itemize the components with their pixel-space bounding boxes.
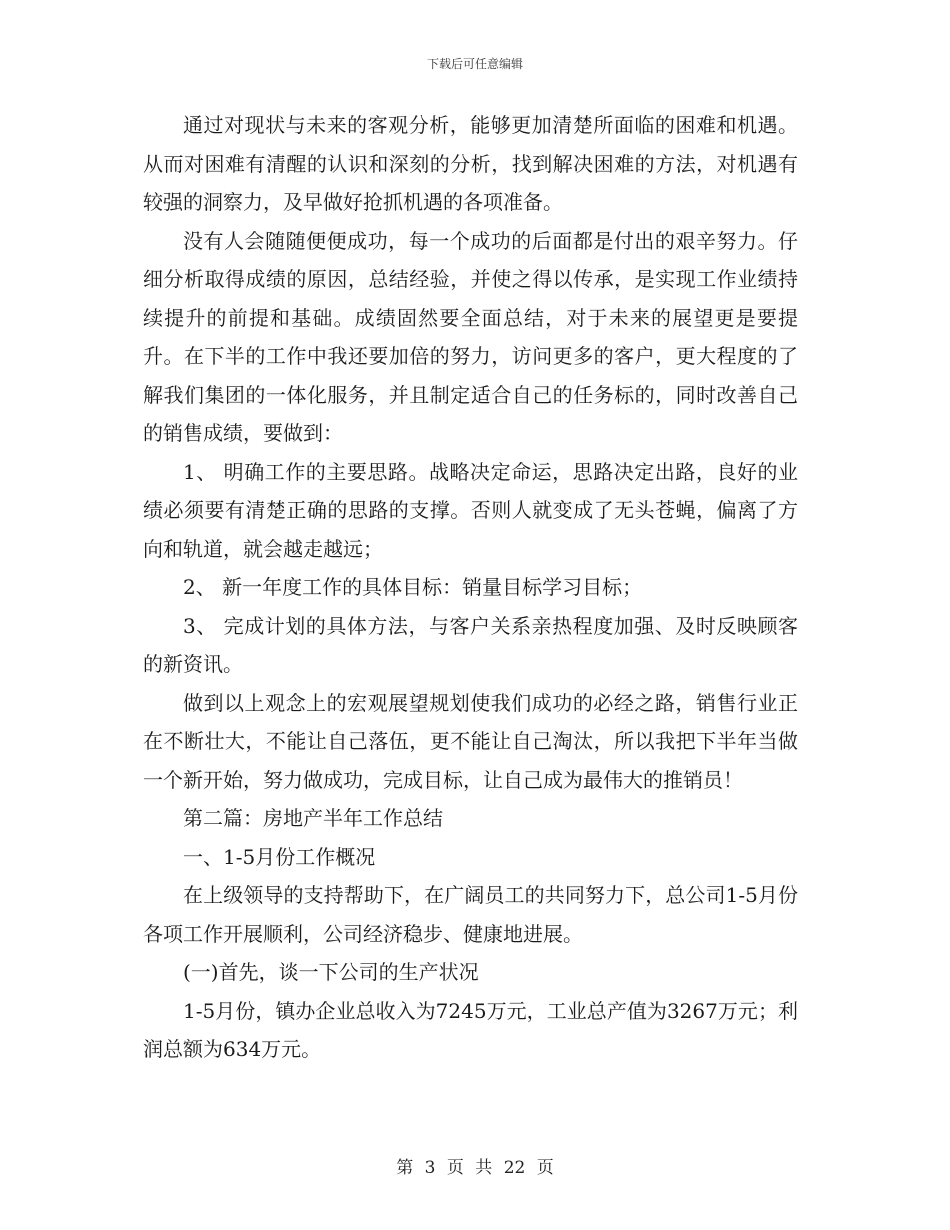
list-item-3: 3、 完成计划的具体方法，与客户关系亲热程度加强、及时反映顾客的新资讯。 bbox=[143, 613, 798, 676]
subsection-title: (一)首先，谈一下公司的生产状况 bbox=[183, 960, 479, 984]
paragraph-overview: 在上级领导的支持帮助下，在广阔员工的共同努力下，总公司1-5月份各项工作开展顺利，公司经济稳步、健康地进展。 bbox=[143, 883, 798, 946]
document-body bbox=[143, 106, 798, 1069]
section-title: 第二篇：房地产半年工作总结 bbox=[183, 806, 443, 830]
page-number: 第 3 页 共 22 页 bbox=[396, 1158, 554, 1178]
paragraph-conclusion: 做到以上观念上的宏观展望规划使我们成功的必经之路，销售行业正在不断壮大，不能让自己落伍，更不能让自己淘汰，所以我把下半年当做一个新开始，努力做成功，完成目标，让自己成为最伟大的推销员！ bbox=[143, 690, 798, 792]
page-header: 下载后可任意编辑 bbox=[426, 57, 523, 71]
list-item-2: 2、 新一年度工作的具体目标：销量目标学习目标； bbox=[183, 575, 643, 599]
paragraph-analysis: 通过对现状与未来的客观分析，能够更加清楚所面临的困难和机遇。从而对困难有清醒的认识和深刻的分析，找到解决困难的方法，对机遇有较强的洞察力，及早做好抢抓机遇的各项准备。 bbox=[143, 113, 798, 214]
paragraph-success: 没有人会随随便便成功，每一个成功的后面都是付出的艰辛努力。仔细分析取得成绩的原因，总结经验，并使之得以传承，是实现工作业绩持续提升的前提和基础。成绩固然要全面总结，对于未来的展望更是要提升。在下半的工作中我还要加倍的努力，访问更多的客户，更大程度的了解我们集团的一体化服务，并且制定适合自己的任务标的，同时改善自己的销售成绩，要做到： bbox=[143, 228, 798, 445]
section-subtitle: 一、1-5月份工作概况 bbox=[183, 844, 376, 869]
paragraph-figures: 1-5月份，镇办企业总收入为7245万元，工业总产值为3267万元；利润总额为634万元。 bbox=[143, 998, 798, 1061]
list-item-1: 1、 明确工作的主要思路。战略决定命运，思路决定出路，良好的业绩必须要有清楚正确的思路的支撑。否则人就变成了无头苍蝇，偏离了方向和轨道，就会越走越远； bbox=[143, 459, 798, 561]
